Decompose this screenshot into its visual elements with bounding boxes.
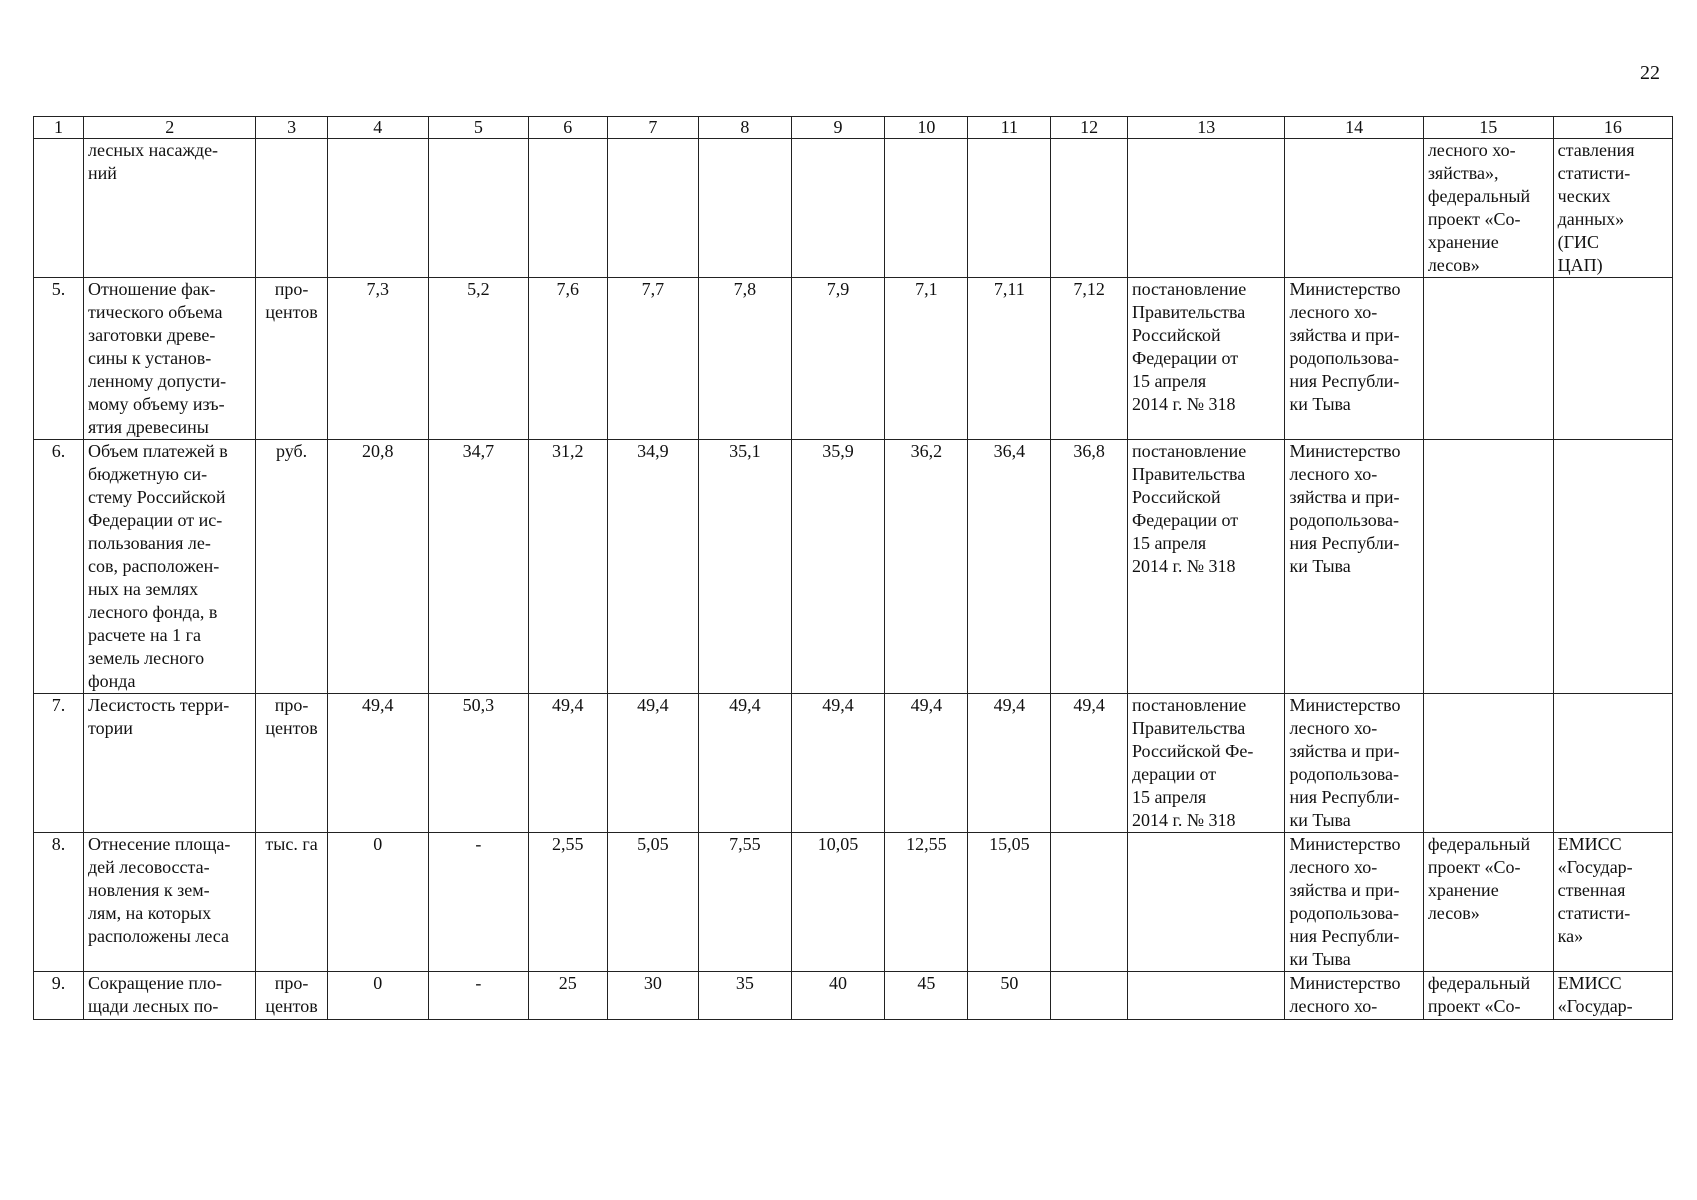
table-cell <box>1127 972 1285 1020</box>
table-cell <box>428 139 528 278</box>
table-cell: 50 <box>968 972 1051 1020</box>
table-cell <box>256 139 327 278</box>
table-cell: 35,1 <box>699 440 792 694</box>
table-cell <box>34 139 84 278</box>
table-cell: - <box>428 833 528 972</box>
table-cell: лесных насажде- ний <box>84 139 256 278</box>
table-cell: 49,4 <box>528 694 607 833</box>
column-number-header: 15 <box>1423 117 1553 139</box>
table-cell <box>327 139 428 278</box>
table-cell: 25 <box>528 972 607 1020</box>
table-cell: руб. <box>256 440 327 694</box>
table-row <box>34 278 1673 440</box>
table-cell <box>1553 694 1672 833</box>
column-number-header: 12 <box>1051 117 1128 139</box>
table-cell <box>1553 278 1672 440</box>
column-number-header: 11 <box>968 117 1051 139</box>
column-number-header: 6 <box>528 117 607 139</box>
table-cell: 0 <box>327 972 428 1020</box>
table-cell: 7,55 <box>699 833 792 972</box>
table-cell <box>791 139 885 278</box>
column-number-header: 13 <box>1127 117 1285 139</box>
column-number-header: 10 <box>885 117 968 139</box>
table-cell: ставления статисти- ческих данных» (ГИС ЦАП) <box>1553 139 1672 278</box>
table-cell <box>699 139 792 278</box>
table-cell: 9. <box>34 972 84 1020</box>
table-cell <box>1423 694 1553 833</box>
table-cell: Министерство лесного хо- зяйства и при- родопользова- ния Республи- ки Тыва <box>1285 278 1423 440</box>
table-row <box>34 440 1673 694</box>
column-number-header: 8 <box>699 117 792 139</box>
table-cell: лесного хо- зяйства», федеральный проект «Со- хранение лесов» <box>1423 139 1553 278</box>
table-cell: 20,8 <box>327 440 428 694</box>
table-cell: 35 <box>699 972 792 1020</box>
table-cell: ЕМИСС «Государ- <box>1553 972 1672 1020</box>
table-cell: 7,7 <box>607 278 699 440</box>
table-cell: 36,2 <box>885 440 968 694</box>
table-cell: Лесистость терри- тории <box>84 694 256 833</box>
table-cell: постановление Правительства Российской Фе- дерации от 15 апреля 2014 г. № 318 <box>1127 694 1285 833</box>
table-row <box>34 694 1673 833</box>
table-cell: 7,6 <box>528 278 607 440</box>
table-cell <box>607 139 699 278</box>
table-cell: 6. <box>34 440 84 694</box>
table-cell: 34,7 <box>428 440 528 694</box>
table-cell: Министерство лесного хо- <box>1285 972 1423 1020</box>
table-cell: 7,8 <box>699 278 792 440</box>
table-cell <box>1423 278 1553 440</box>
table-cell: про- центов <box>256 694 327 833</box>
table-cell <box>1553 440 1672 694</box>
table-header-row <box>34 117 1673 139</box>
table-cell <box>528 139 607 278</box>
table-cell: 7,3 <box>327 278 428 440</box>
column-number-header: 7 <box>607 117 699 139</box>
column-number-header: 16 <box>1553 117 1672 139</box>
table-cell: 8. <box>34 833 84 972</box>
table-cell: ЕМИСС «Государ- ственная статисти- ка» <box>1553 833 1672 972</box>
table-cell: 34,9 <box>607 440 699 694</box>
table-cell: Министерство лесного хо- зяйства и при- родопользова- ния Республи- ки Тыва <box>1285 440 1423 694</box>
table-cell: 10,05 <box>791 833 885 972</box>
table-cell: Министерство лесного хо- зяйства и при- родопользова- ния Республи- ки Тыва <box>1285 833 1423 972</box>
indicators-table <box>33 116 1673 1020</box>
table-cell <box>1285 139 1423 278</box>
table-cell: 5,2 <box>428 278 528 440</box>
column-number-header: 1 <box>34 117 84 139</box>
table-cell <box>1051 139 1128 278</box>
table-cell: 7,12 <box>1051 278 1128 440</box>
table-cell: 31,2 <box>528 440 607 694</box>
table-cell: - <box>428 972 528 1020</box>
table-cell: 49,4 <box>1051 694 1128 833</box>
table-row <box>34 972 1673 1020</box>
table-cell: федеральный проект «Со- <box>1423 972 1553 1020</box>
table-cell: федеральный проект «Со- хранение лесов» <box>1423 833 1553 972</box>
table-cell: 49,4 <box>327 694 428 833</box>
table-row <box>34 139 1673 278</box>
table-cell <box>1051 972 1128 1020</box>
table-cell: постановление Правительства Российской Федерации от 15 апреля 2014 г. № 318 <box>1127 440 1285 694</box>
table-cell: 49,4 <box>607 694 699 833</box>
table-cell: 45 <box>885 972 968 1020</box>
table-cell: постановление Правительства Российской Федерации от 15 апреля 2014 г. № 318 <box>1127 278 1285 440</box>
table-cell <box>885 139 968 278</box>
table-cell: Сокращение пло- щади лесных по- <box>84 972 256 1020</box>
table-cell: Министерство лесного хо- зяйства и при- родопользова- ния Республи- ки Тыва <box>1285 694 1423 833</box>
column-number-header: 2 <box>84 117 256 139</box>
column-number-header: 14 <box>1285 117 1423 139</box>
table-cell <box>1423 440 1553 694</box>
table-cell: 49,4 <box>699 694 792 833</box>
table-cell: 40 <box>791 972 885 1020</box>
table-cell: 7,9 <box>791 278 885 440</box>
table-cell: 5. <box>34 278 84 440</box>
table-cell: Объем платежей в бюджетную си- стему Российской Федерации от ис- пользования ле- сов, расположен- ных на землях лесного фонда, в расчете на 1 га земель лесного фонда <box>84 440 256 694</box>
table-cell: 0 <box>327 833 428 972</box>
column-number-header: 9 <box>791 117 885 139</box>
table-cell <box>968 139 1051 278</box>
page-number: 22 <box>1640 62 1660 84</box>
table-cell: 7. <box>34 694 84 833</box>
table-cell: про- центов <box>256 972 327 1020</box>
table-cell <box>1127 139 1285 278</box>
column-number-header: 5 <box>428 117 528 139</box>
table-cell: 49,4 <box>791 694 885 833</box>
table-cell <box>1051 833 1128 972</box>
column-number-header: 4 <box>327 117 428 139</box>
table-cell: 12,55 <box>885 833 968 972</box>
table-cell: 2,55 <box>528 833 607 972</box>
table-cell: 36,8 <box>1051 440 1128 694</box>
table-cell: 7,1 <box>885 278 968 440</box>
table-cell: 35,9 <box>791 440 885 694</box>
table-cell <box>1127 833 1285 972</box>
table-row <box>34 833 1673 972</box>
table-cell: про- центов <box>256 278 327 440</box>
table-cell: Отнесение площа- дей лесовосста- новления к зем- лям, на которых расположены леса <box>84 833 256 972</box>
table-cell: Отношение фак- тического объема заготовки древе- сины к установ- ленному допусти- мому объему изъ- ятия древесины <box>84 278 256 440</box>
column-number-header: 3 <box>256 117 327 139</box>
table-cell: 30 <box>607 972 699 1020</box>
table-cell: 50,3 <box>428 694 528 833</box>
table-cell: тыс. га <box>256 833 327 972</box>
table-cell: 36,4 <box>968 440 1051 694</box>
table-cell: 15,05 <box>968 833 1051 972</box>
table-cell: 49,4 <box>885 694 968 833</box>
table-cell: 49,4 <box>968 694 1051 833</box>
table-cell: 7,11 <box>968 278 1051 440</box>
table-cell: 5,05 <box>607 833 699 972</box>
